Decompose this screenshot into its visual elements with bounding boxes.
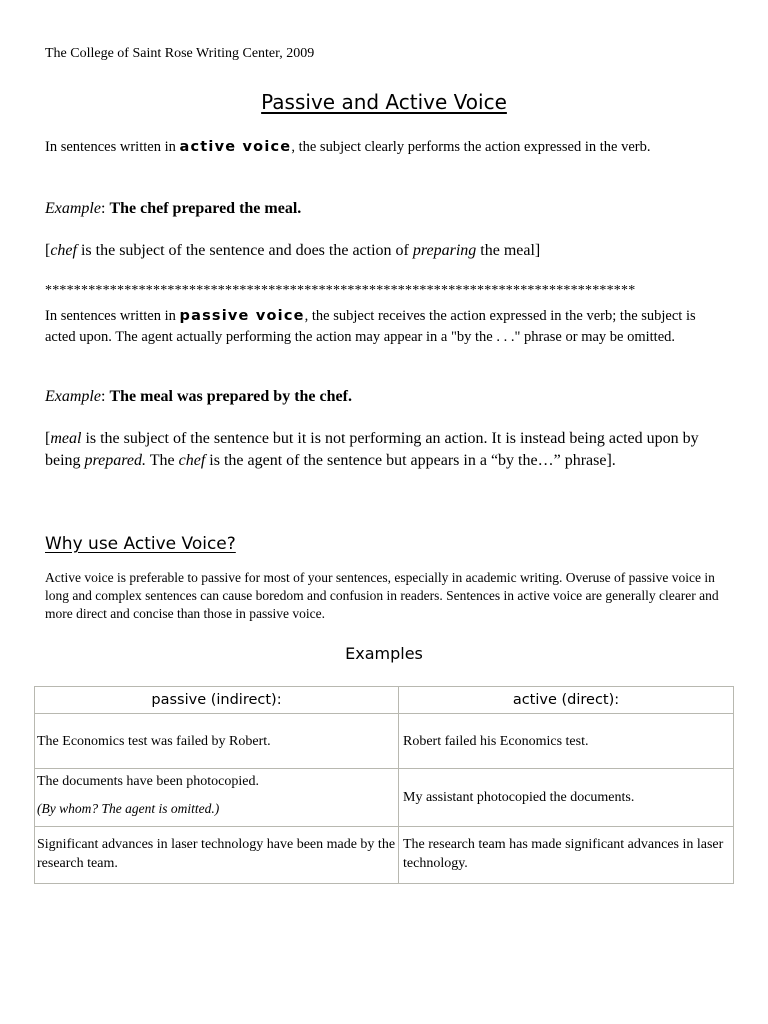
example-sentence: The chef prepared the meal. <box>109 200 302 217</box>
examples-heading: Examples <box>345 644 423 663</box>
example-active-explanation <box>45 240 725 262</box>
definition-text: In sentences written in <box>45 139 180 155</box>
table-row <box>35 827 734 884</box>
examples-table <box>34 686 734 884</box>
verb-word: prepared. <box>84 452 147 469</box>
page-header: The College of Saint Rose Writing Center, 2009 <box>45 46 315 61</box>
example-passive <box>45 386 725 408</box>
term-passive-voice: passive voice <box>179 308 305 324</box>
subject-word: meal <box>50 430 82 447</box>
table-row <box>35 769 734 827</box>
why-active-paragraph: Active voice is preferable to passive for most of your sentences, especially in academic writing. Overuse of passive voice in long and complex sentences can cause boredom and confusion in readers. Sentences in active voice are generally clearer and more direct and concise than those in passive voice. <box>45 570 719 621</box>
passive-note: (By whom? The agent is omitted.) <box>37 801 220 816</box>
passive-sentence: The documents have been photocopied. <box>37 774 259 789</box>
column-header-passive: passive (indirect): <box>35 687 399 714</box>
active-sentence: Robert failed his Economics test. <box>403 733 589 749</box>
definition-text: , the subject clearly performs the action expressed in the verb. <box>291 139 651 155</box>
example-label: Example <box>45 200 101 217</box>
definition-text: In sentences written in <box>45 308 180 324</box>
explanation-text: The <box>146 452 179 469</box>
passive-cell <box>35 827 399 884</box>
example-sentence: The meal was prepared by the chef. <box>109 388 352 405</box>
example-active <box>45 198 725 220</box>
verb-word: preparing <box>412 242 477 259</box>
passive-sentence: The Economics test was failed by Robert. <box>37 733 271 749</box>
explanation-text: is the subject of the sentence and does the action of <box>76 242 413 259</box>
agent-word: chef <box>178 452 206 469</box>
page-title: Passive and Active Voice <box>261 90 507 114</box>
why-active-heading: Why use Active Voice? <box>45 534 236 554</box>
active-cell <box>399 769 734 827</box>
active-cell <box>399 714 734 769</box>
passive-cell <box>35 769 399 827</box>
explanation-text: is the agent of the sentence but appears in a “by the…” phrase]. <box>205 452 616 469</box>
passive-voice-definition <box>45 306 725 348</box>
active-sentence: The research team has made significant advances in laser technology. <box>403 837 724 871</box>
passive-sentence: Significant advances in laser technology have been made by the research team. <box>37 837 396 871</box>
explanation-text: is the subject of the sentence but it is not performing an action. It is instead being acted upon by being <box>45 430 699 469</box>
subject-word: chef <box>50 242 77 259</box>
term-active-voice: active voice <box>179 139 292 155</box>
bracket-open: [ <box>45 430 51 447</box>
asterisk-divider: ********************************************************************************** <box>45 283 636 298</box>
example-label: Example <box>45 388 101 405</box>
bracket-open: [ <box>45 242 51 259</box>
active-sentence: My assistant photocopied the documents. <box>403 790 635 805</box>
explanation-text: the meal] <box>476 242 541 259</box>
table-row <box>35 714 734 769</box>
active-voice-definition <box>45 137 725 158</box>
example-colon: : <box>100 388 110 405</box>
example-passive-explanation <box>45 428 725 472</box>
active-cell <box>399 827 734 884</box>
column-header-active: active (direct): <box>399 687 734 714</box>
example-colon: : <box>100 200 110 217</box>
table-header-row <box>35 687 734 714</box>
passive-cell <box>35 714 399 769</box>
definition-text: , the subject receives the action expressed in the verb; the subject is acted upon. The agent actually performing the action may appear in a "by the . . ." phrase or may be omitted. <box>45 308 696 345</box>
